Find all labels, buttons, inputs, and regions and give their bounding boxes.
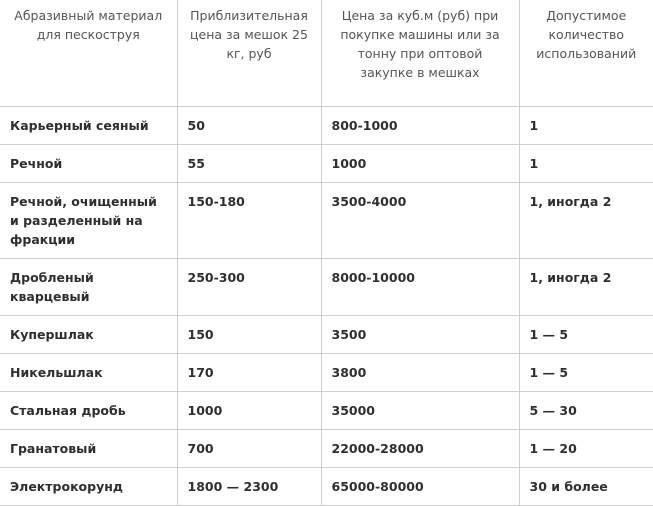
cell-bag-price: 55 <box>177 145 321 183</box>
header-material: Абразивный материал для пескоструя <box>0 0 177 107</box>
cell-material: Электрокорунд <box>0 468 177 506</box>
table-row <box>0 316 653 354</box>
cell-uses: 30 и более <box>519 468 653 506</box>
cell-material: Карьерный сеяный <box>0 107 177 145</box>
cell-uses: 5 — 30 <box>519 392 653 430</box>
header-row <box>0 0 653 107</box>
header-bag-price: Приблизительная цена за мешок 25 кг, руб <box>177 0 321 107</box>
cell-uses: 1 — 5 <box>519 354 653 392</box>
cell-material: Никельшлак <box>0 354 177 392</box>
header-uses: Допустимое количество использований <box>519 0 653 107</box>
table-row <box>0 259 653 316</box>
cell-bag-price: 170 <box>177 354 321 392</box>
cell-bag-price: 50 <box>177 107 321 145</box>
cell-uses: 1 — 20 <box>519 430 653 468</box>
cell-uses: 1 <box>519 145 653 183</box>
cell-cubic-price: 35000 <box>321 392 519 430</box>
cell-bag-price: 250-300 <box>177 259 321 316</box>
cell-material: Стальная дробь <box>0 392 177 430</box>
cell-material: Речной <box>0 145 177 183</box>
cell-uses: 1, иногда 2 <box>519 183 653 259</box>
table-row <box>0 392 653 430</box>
table-row <box>0 107 653 145</box>
cell-cubic-price: 3500-4000 <box>321 183 519 259</box>
cell-cubic-price: 8000-10000 <box>321 259 519 316</box>
cell-cubic-price: 3800 <box>321 354 519 392</box>
cell-bag-price: 700 <box>177 430 321 468</box>
cell-cubic-price: 1000 <box>321 145 519 183</box>
cell-bag-price: 1000 <box>177 392 321 430</box>
cell-cubic-price: 3500 <box>321 316 519 354</box>
cell-uses: 1 <box>519 107 653 145</box>
cell-cubic-price: 22000-28000 <box>321 430 519 468</box>
cell-bag-price: 150-180 <box>177 183 321 259</box>
cell-material: Речной, очищенный и разделенный на фракции <box>0 183 177 259</box>
table-header <box>0 0 653 107</box>
cell-cubic-price: 800-1000 <box>321 107 519 145</box>
cell-bag-price: 1800 — 2300 <box>177 468 321 506</box>
cell-cubic-price: 65000-80000 <box>321 468 519 506</box>
header-cubic-price: Цена за куб.м (руб) при покупке машины или за тонну при оптовой закупке в мешках <box>321 0 519 107</box>
cell-material: Купершлак <box>0 316 177 354</box>
table-body <box>0 107 653 506</box>
cell-material: Гранатовый <box>0 430 177 468</box>
cell-material: Дробленый кварцевый <box>0 259 177 316</box>
cell-uses: 1, иногда 2 <box>519 259 653 316</box>
table-row <box>0 183 653 259</box>
cell-uses: 1 — 5 <box>519 316 653 354</box>
table-row <box>0 354 653 392</box>
table-row <box>0 468 653 506</box>
table-row <box>0 430 653 468</box>
cell-bag-price: 150 <box>177 316 321 354</box>
table-row <box>0 145 653 183</box>
